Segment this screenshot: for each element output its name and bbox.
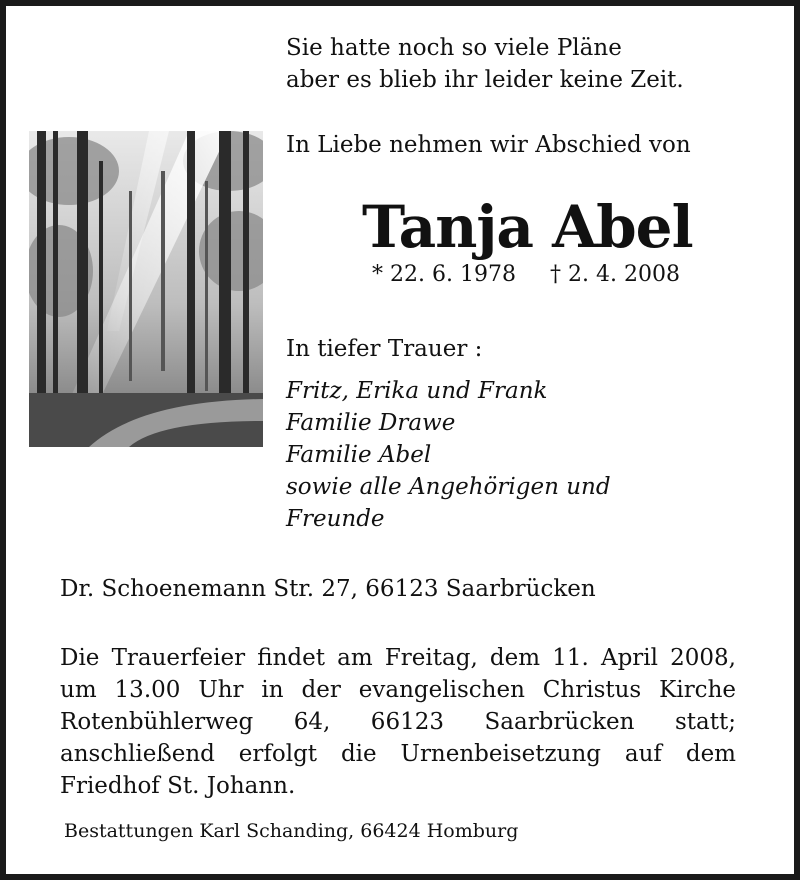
undertaker-line: Bestattungen Karl Schanding, 66424 Homburg [64, 820, 519, 842]
life-dates [372, 262, 680, 287]
deceased-name: Tanja Abel [362, 193, 693, 261]
farewell-line: In Liebe nehmen wir Abschied von [286, 132, 691, 158]
forest-photo [29, 131, 263, 447]
birth-date: * 22. 6. 1978 [372, 262, 516, 287]
ceremony-line: anschließend erfolgt die Urnenbeisetzung auf dem [60, 741, 736, 767]
ceremony-line: Friedhof St. Johann. [60, 773, 296, 799]
ceremony-details [60, 642, 736, 802]
mourner-line: Fritz, Erika und Frank [286, 378, 548, 404]
intro-line: aber es blieb ihr leider keine Zeit. [286, 67, 684, 93]
mourning-heading: In tiefer Trauer : [286, 336, 483, 362]
family-address: Dr. Schoenemann Str. 27, 66123 Saarbrücken [60, 576, 596, 602]
mourner-line: Freunde [286, 506, 385, 532]
ceremony-line: um 13.00 Uhr in der evangelischen Christus Kirche [60, 677, 736, 703]
mourner-line: Familie Drawe [286, 410, 456, 436]
death-date: † 2. 4. 2008 [550, 262, 680, 287]
intro-line: Sie hatte noch so viele Pläne [286, 35, 622, 61]
ceremony-line: Die Trauerfeier findet am Freitag, dem 11. April 2008, [60, 645, 736, 671]
intro-verse [286, 32, 684, 96]
mourner-line: Familie Abel [286, 442, 432, 468]
mourners-list [286, 375, 611, 535]
mourner-line: sowie alle Angehörigen und [286, 474, 611, 500]
ceremony-line: Rotenbühlerweg 64, 66123 Saarbrücken statt; [60, 709, 736, 735]
